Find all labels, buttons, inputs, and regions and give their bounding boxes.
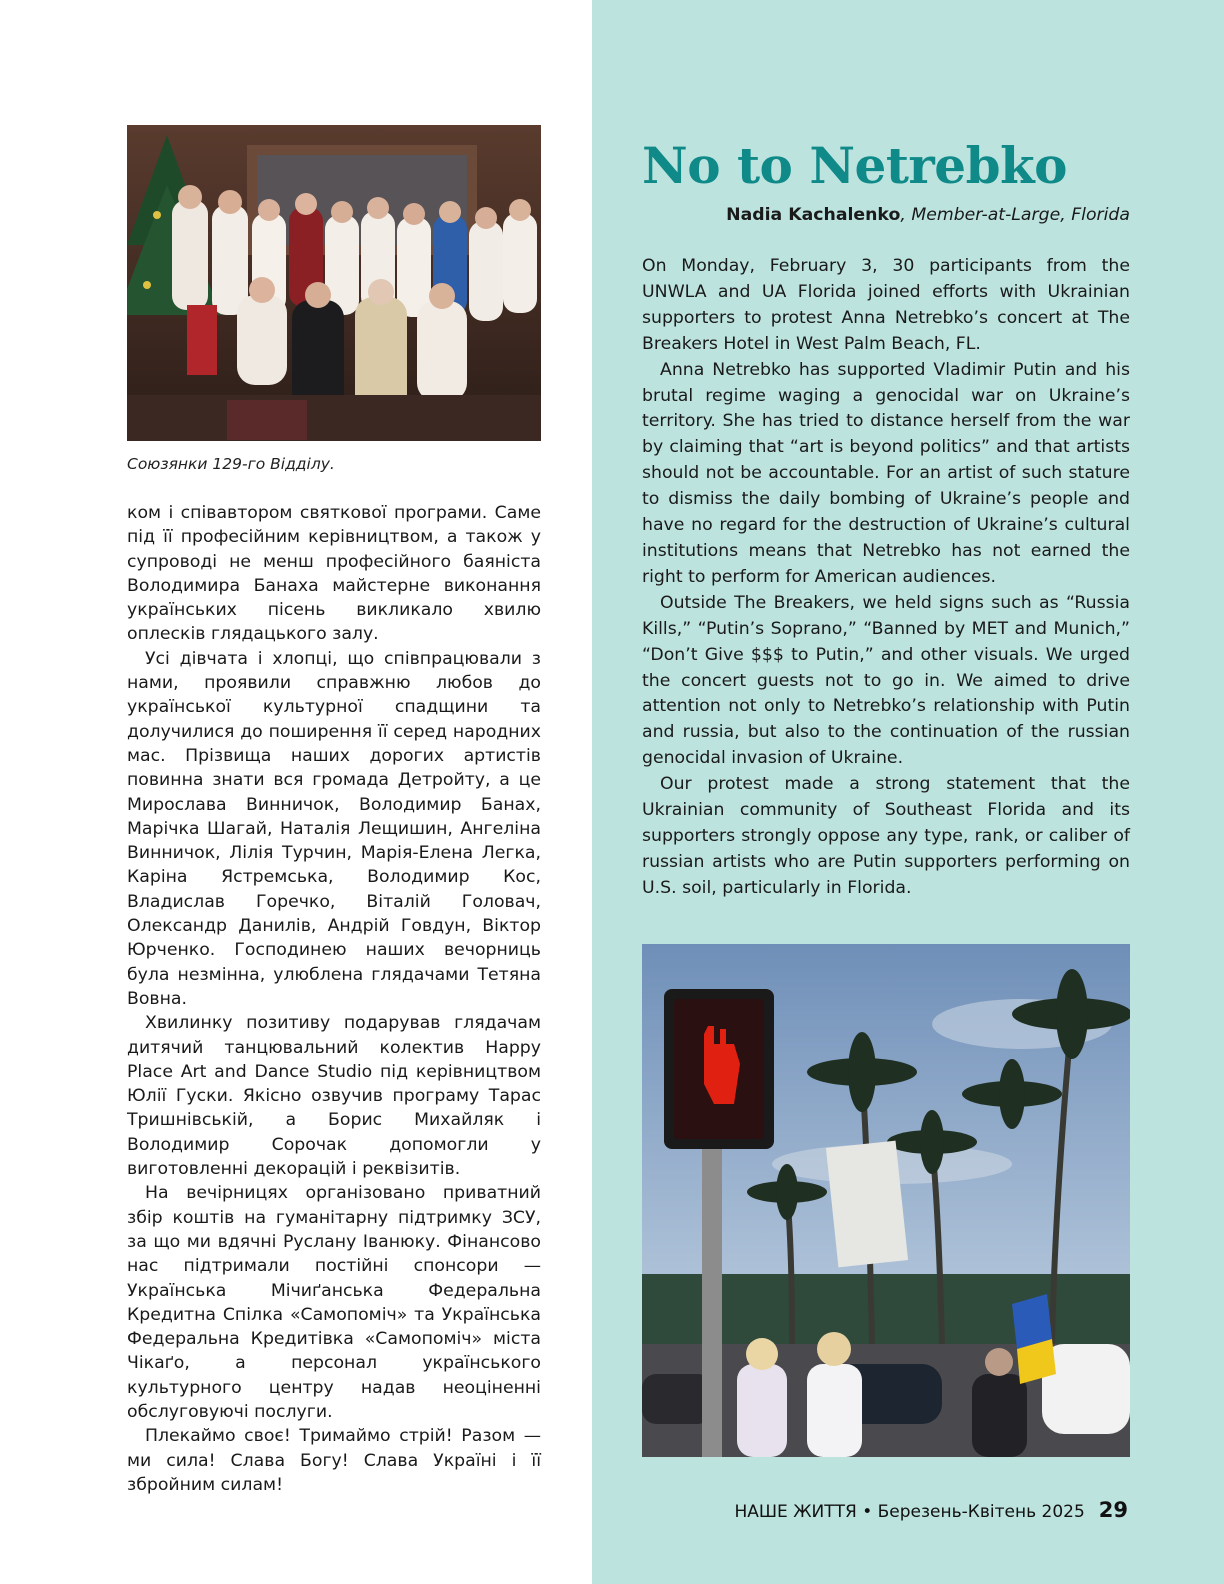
article-title: No to Netrebko: [642, 136, 1068, 195]
left-paragraph-5: Плекаймо своє! Тримаймо стрій! Разом — ми сила! Слава Богу! Слава Україні і її збройним силам!: [127, 1426, 541, 1495]
left-paragraph-3: Хвилинку позитиву подарував глядачам дитячий танцювальний колектив Happy Place Art and Dance Studio під керівництвом Юлії Гуски. Якісно озвучив програму Тарас Тришнівській, а Борис Михайляк і Володимир Сорочак допомогли у виготовленні декорацій і реквізитів.: [127, 1013, 541, 1180]
author-role: , Member-at-Large, Florida: [900, 205, 1130, 225]
left-paragraph-4: На вечірницях організовано приватний збір коштів на гуманітарну підтримку ЗСУ, за що ми вдячні Руслану Іванюку. Фінансово нас підтримали постійні спонсори — Українська Мічиґанська Федеральна Кредитна Спілка «Самопоміч» та Українська Федеральна Кредитівка «Самопоміч» міста Чікаґо, а персонал українського культурного центру надав неоціненні обслуговуючі послуги.: [127, 1183, 541, 1422]
article-paragraph-3: Outside The Breakers, we held signs such as “Russia Kills,” “Putin’s Soprano,” “Banned by MET and Munich,” “Don’t Give $$$ to Putin,” and other visuals. We urged the concert guests not to go in. We aimed to drive attention not only to Netrebko’s relationship with Putin and russia, but also to the continuation of the russian genocidal invasion of Ukraine.: [642, 592, 1130, 769]
group-photo: [127, 125, 541, 441]
article-paragraph-2: Anna Netrebko has supported Vladimir Putin and his brutal regime waging a genocidal war on Ukraine’s territory. She has tried to distance herself from the war by claiming that “art is beyond politics” and that artists should not be accountable. For an artist of such stature to dismiss the daily bombing of Ukraine’s people and have no regard for the destruction of Ukraine’s cultural institutions means that Netrebko has not earned the right to perform for American audiences.: [642, 359, 1130, 587]
article-paragraph-4: Our protest made a strong statement that the Ukrainian community of Southeast Florida and its supporters strongly oppose any type, rank, or caliber of russian artists who are Putin supporters performing on U.S. soil, particularly in Florida.: [642, 774, 1130, 898]
left-paragraph-2: Усі дівчата і хлопці, що співпрацювали з нами, проявили справжню любов до української культурної спадщини та долучилися до поширення її серед народних мас. Прізвища наших дорогих артистів повинна знати вся громада Детройту, а це Мирослава Винничок, Володимир Банах, Марічка Шагай, Наталія Лещишин, Ангеліна Винничок, Лілія Турчин, Марія-Елена Легка, Каріна Ястремська, Володимир Кос, Владислав Горечко, Віталій Головач, Олександр Данилів, Андрій Говдун, Віктор Юрченко. Господинею наших вечорниць була незмінна, улюблена глядачами Тетяна Вовна.: [127, 648, 541, 1009]
photo-caption: Союзянки 129-го Відділу.: [127, 455, 335, 473]
protest-photo: [642, 944, 1130, 1457]
page-footer: [700, 1498, 1128, 1524]
author-name: Nadia Kachalenko: [726, 205, 901, 225]
article-body: [642, 254, 1130, 902]
left-paragraph-1: ком і співавтором святкової програми. Саме під її професійним керівництвом, а також у супроводі не менш професійного баяніста Володимира Банаха майстерне виконання українських пісень викликало хвилю оплесків глядацького залу.: [127, 503, 541, 645]
byline: [642, 203, 1130, 227]
page-number: 29: [1098, 1498, 1128, 1522]
article-paragraph-1: On Monday, February 3, 30 participants from the UNWLA and UA Florida joined efforts with Ukrainian supporters to protest Anna Netrebko’s concert at The Breakers Hotel in West Palm Beach, FL.: [642, 256, 1130, 354]
left-article-text: [127, 501, 541, 1497]
publication-name: НАШЕ ЖИТТЯ • Березень-Квітень 2025: [734, 1502, 1085, 1522]
